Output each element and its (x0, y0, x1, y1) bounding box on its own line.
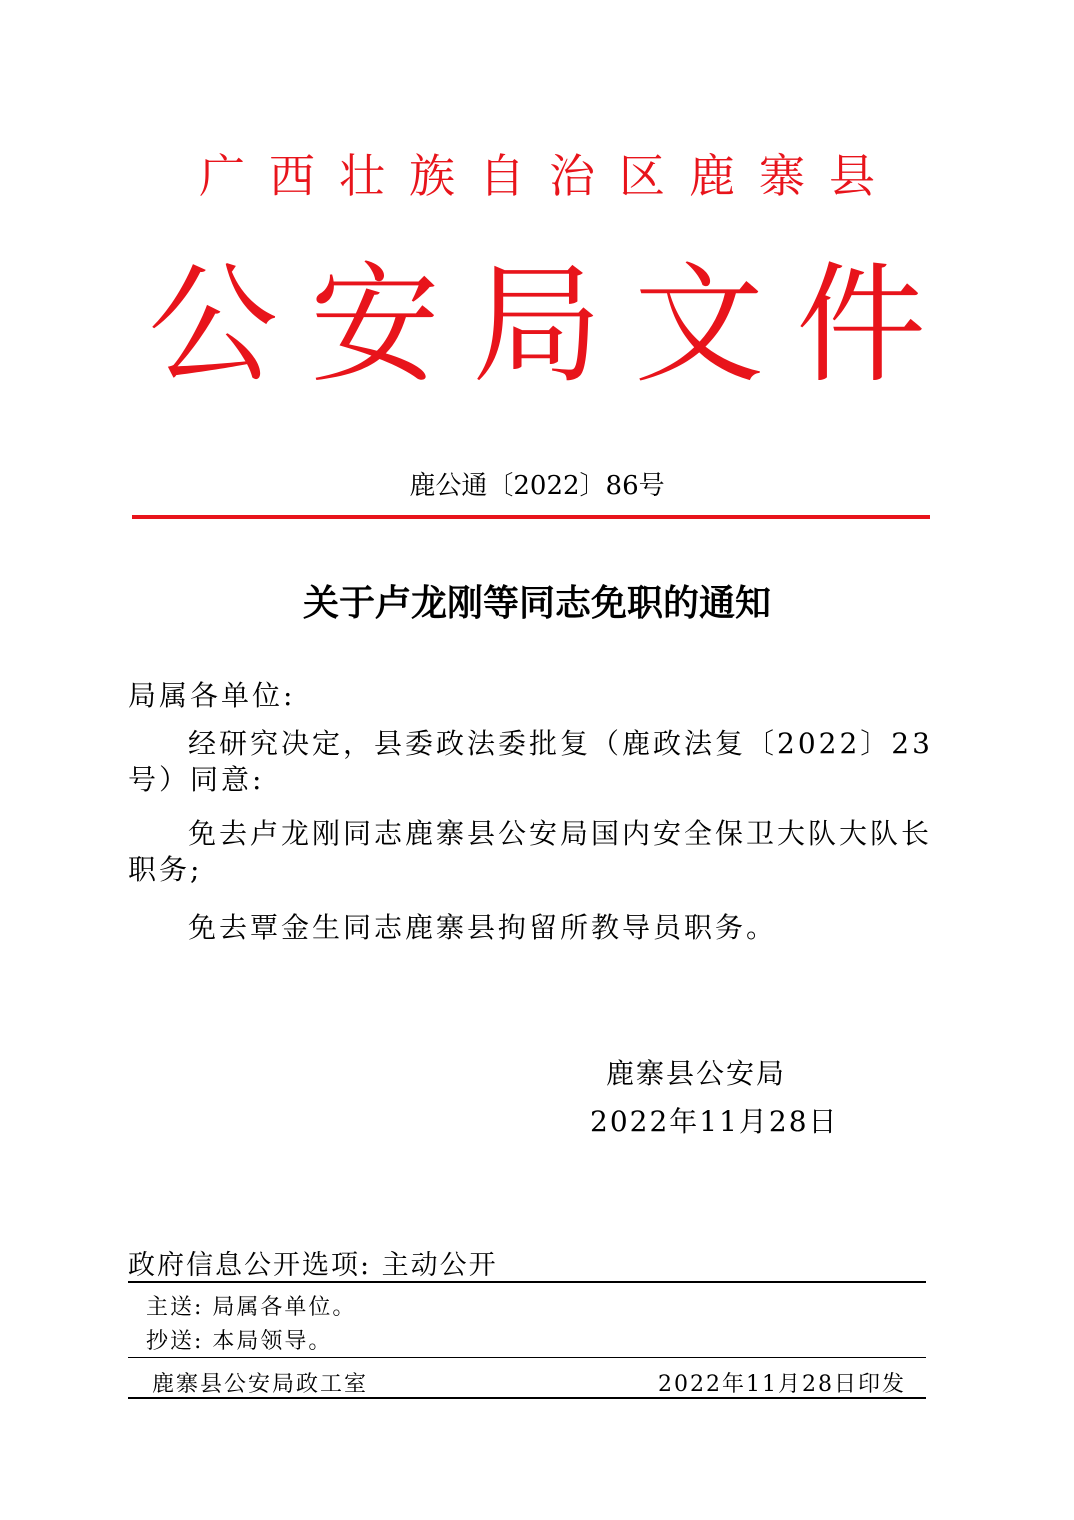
paragraph-1: 经研究决定，县委政法委批复（鹿政法复〔2022〕23号）同意: (128, 727, 933, 796)
disclosure-option: 政府信息公开选项: 主动公开 (128, 1250, 498, 1281)
send-to: 主送: 局属各单位。 (146, 1295, 357, 1320)
document-title: 关于卢龙刚等同志免职的通知 (302, 582, 771, 624)
header-divider (132, 515, 930, 519)
issuing-office: 鹿寨县公安局政工室 (152, 1372, 369, 1397)
paragraph-3: 免去覃金生同志鹿寨县拘留所教导员职务。 (188, 911, 778, 944)
footer-rule-bottom (128, 1397, 926, 1399)
paragraph-2: 免去卢龙刚同志鹿寨县公安局国内安全保卫大队大队长职务; (128, 817, 933, 886)
header-line-1: 广西壮族自治区鹿寨县 (199, 149, 899, 203)
issue-date: 2022年11月28日印发 (658, 1372, 906, 1397)
salutation: 局属各单位: (128, 679, 296, 712)
document-number: 鹿公通〔2022〕86号 (409, 471, 665, 501)
copy-to: 抄送: 本局领导。 (146, 1329, 333, 1354)
signature-date: 2022年11月28日 (590, 1105, 839, 1138)
header-line-2: 公安局文件 (147, 249, 958, 401)
footer-rule-middle (128, 1357, 926, 1358)
footer-rule-top (128, 1281, 926, 1283)
signature-organization: 鹿寨县公安局 (606, 1057, 787, 1090)
